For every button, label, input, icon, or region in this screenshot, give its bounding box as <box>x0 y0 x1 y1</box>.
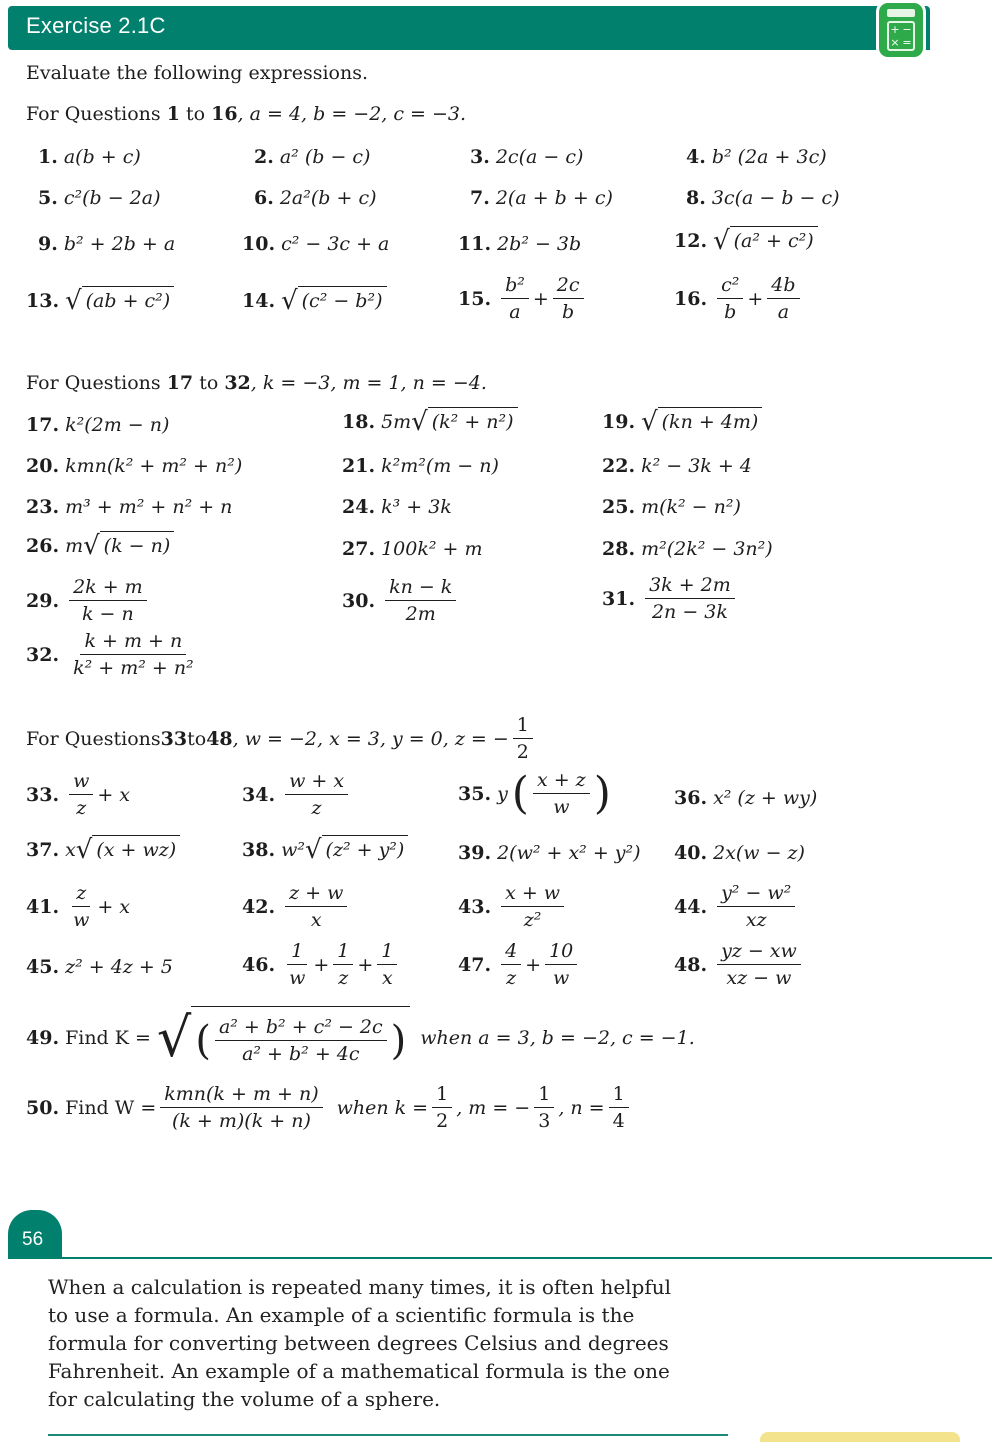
question-31: 31. $\frac{3k + 2m}{2n - 3k}$ <box>602 574 739 623</box>
question-34: 34. $\frac{w + x}{z}$ <box>242 770 352 819</box>
section-1-heading: For Questions 1 to 16, a = 4, b = −2, c = −3. <box>26 103 467 125</box>
sqrt-sign: √ <box>156 1006 192 1069</box>
question-36: 36. x² (z + wy) <box>674 787 818 809</box>
next-yellow-box <box>760 1432 960 1442</box>
question-50: 50. Find W = $\frac{\text{kmn(k + m + n)}}{(k + m)(k + n)}$ when k = $\frac{1}{2}$ , m = − $\frac{1}{3}$ , n = $\frac{1}{4}$ <box>26 1083 633 1132</box>
question-39: 39. 2(w² + x² + y²) <box>458 842 641 864</box>
question-1: 1. a(b + c) <box>38 146 141 168</box>
question-42: 42. $\frac{z + w}{x}$ <box>242 882 351 931</box>
question-43: 43. $\frac{x + w}{\text{z²}}$ <box>458 882 568 931</box>
question-33: 33. $\frac{w}{z}$ + x <box>26 770 131 819</box>
question-15: 15. $\frac{\text{b²}}{a}$ + $\frac{2c}{b}$ <box>458 274 588 323</box>
question-20: 20. kmn(k² + m² + n²) <box>26 455 243 477</box>
sqrt-sign: √ <box>304 835 322 865</box>
question-45: 45. z² + 4z + 5 <box>26 956 173 978</box>
page-divider <box>8 1257 992 1259</box>
question-25: 25. m(k² − n²) <box>602 496 741 518</box>
sqrt-sign: √ <box>83 531 100 561</box>
question-48: 48. $\frac{yz - xw}{xz - w}$ <box>674 940 805 989</box>
question-40: 40. 2x(w − z) <box>674 842 805 864</box>
section-2-heading: For Questions 17 to 32, k = −3, m = 1, n = −4. <box>26 372 487 394</box>
question-23: 23. m³ + m² + n² + n <box>26 496 233 518</box>
question-32: 32. $\frac{k + m + n}{\text{k² + m² + n²}}$ <box>26 630 194 679</box>
instructions: Evaluate the following expressions. <box>26 62 368 84</box>
question-17: 17. k²(2m − n) <box>26 414 170 436</box>
section-3-heading: For Questions 33 to 48 , w = −2, x = 3, y = 0, z = − $\frac{1}{2}$ <box>26 714 537 763</box>
question-14: 14. √ (c² − b²) <box>242 286 387 316</box>
question-38: 38. w² √ (z² + y²) <box>242 835 408 865</box>
exercise-title: Exercise 2.1C <box>26 13 166 38</box>
question-9: 9. b² + 2b + a <box>38 233 176 255</box>
question-16: 16. $\frac{\text{c²}}{b}$ + $\frac{4b}{a}$ <box>674 274 804 323</box>
question-26: 26. m √ (k − n) <box>26 531 174 561</box>
question-44: 44. $\frac{\text{y² − w²}}{xz}$ <box>674 882 799 931</box>
question-41: 41. $\frac{z}{w}$ + x <box>26 882 131 931</box>
question-27: 27. 100k² + m <box>342 538 483 560</box>
question-19: 19. √ (kn + 4m) <box>602 407 762 437</box>
question-13: 13. √ (ab + c²) <box>26 286 174 316</box>
sqrt-sign: √ <box>713 226 730 256</box>
question-3: 3. 2c(a − c) <box>470 146 584 168</box>
calculator-keys: + − × = <box>887 21 915 51</box>
question-24: 24. k³ + 3k <box>342 496 452 518</box>
question-47: 47. $\frac{4}{z}$ + $\frac{10}{w}$ <box>458 940 581 989</box>
question-4: 4. b² (2a + 3c) <box>686 146 827 168</box>
calculator-icon <box>876 0 926 60</box>
sqrt-sign: √ <box>411 407 428 437</box>
sqrt-sign: √ <box>281 286 298 316</box>
question-37: 37. x √ (x + wz) <box>26 835 180 865</box>
question-11: 11. 2b² − 3b <box>458 233 582 255</box>
question-5: 5. c²(b − 2a) <box>38 187 161 209</box>
question-21: 21. k²m²(m − n) <box>342 455 499 477</box>
sqrt-sign: √ <box>65 286 82 316</box>
question-22: 22. k² − 3k + 4 <box>602 455 752 477</box>
sqrt-sign: √ <box>641 407 658 437</box>
question-35: 35. y ( $\frac{x + z}{w}$ ) <box>458 768 611 819</box>
question-46: 46. $\frac{1}{w}$ + $\frac{1}{z}$ + $\frac{1}{x}$ <box>242 940 401 989</box>
question-7: 7. 2(a + b + c) <box>470 187 613 209</box>
question-6: 6. 2a²(b + c) <box>254 187 377 209</box>
question-10: 10. c² − 3c + a <box>242 233 390 255</box>
question-30: 30. $\frac{kn - k}{2m}$ <box>342 576 460 625</box>
question-18: 18. 5m √ (k² + n²) <box>342 407 518 437</box>
question-49: 49. Find K = √ ( $\frac{\text{a² + b² + c² − 2c}}{\text{a² + b² + 4c}}$ ) when a = 3, b = −2, c = −1. <box>26 1006 695 1069</box>
question-29: 29. $\frac{2k + m}{k - n}$ <box>26 576 151 625</box>
next-box-border <box>48 1434 728 1436</box>
page-number: 56 <box>22 1229 44 1250</box>
question-2: 2. a² (b − c) <box>254 146 371 168</box>
intro-paragraph: When a calculation is repeated many times, it is often helpful to use a formula. An example of a scientific formula is the formula for converting between degrees Celsius and degrees Fahrenheit. An example of a mathematical formula is the one for calculating the volume of a sphere. <box>48 1275 672 1411</box>
question-8: 8. 3c(a − b − c) <box>686 187 840 209</box>
sqrt-sign: √ <box>75 835 93 865</box>
question-12: 12. √ (a² + c²) <box>674 226 818 256</box>
calculator-screen <box>887 9 915 17</box>
question-28: 28. m²(2k² − 3n²) <box>602 538 773 560</box>
